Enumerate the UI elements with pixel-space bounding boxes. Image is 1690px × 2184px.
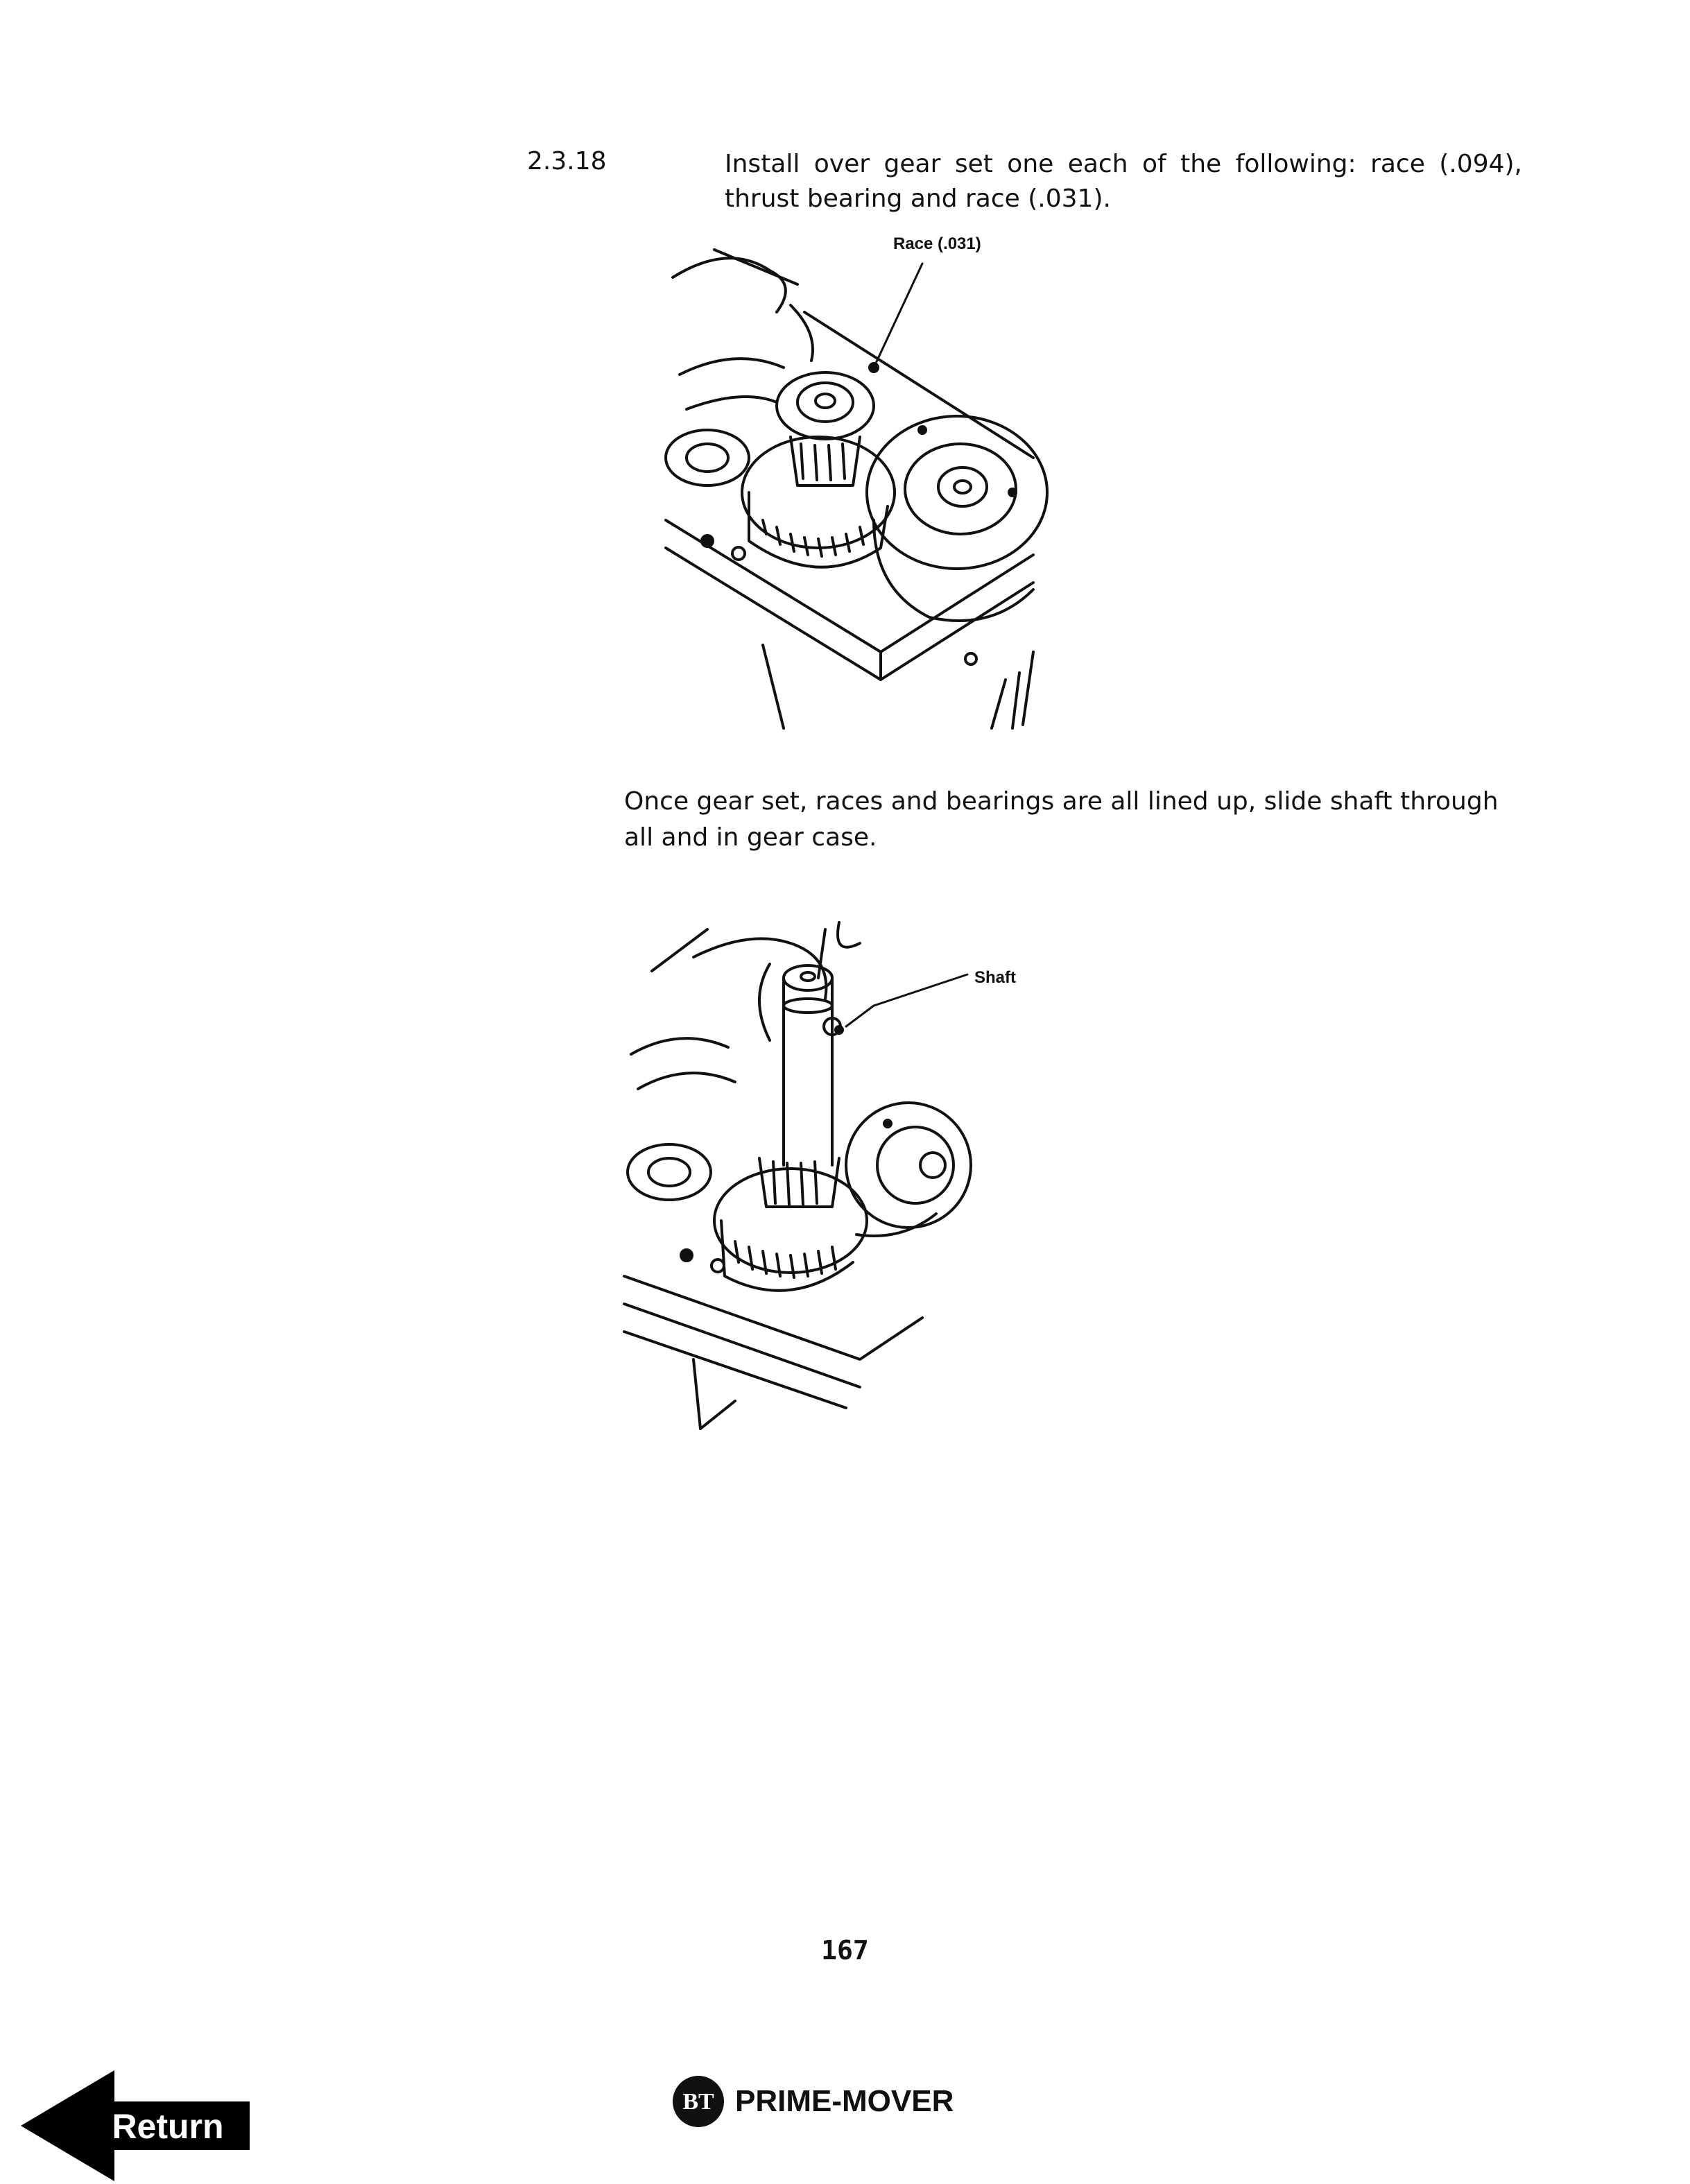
svg-text:BT: BT xyxy=(682,2089,714,2115)
gear-assembly-race-illustration xyxy=(645,229,1061,735)
shaft-callout-label: Shaft xyxy=(974,968,1016,987)
gear-assembly-shaft-illustration xyxy=(610,915,1040,1443)
race-callout-label: Race (.031) xyxy=(893,234,981,253)
step-number: 2.3.18 xyxy=(527,147,607,175)
instruction-paragraph: Once gear set, races and bearings are all lined up, slide shaft through all and in gear case. xyxy=(624,787,1499,852)
return-label: Return xyxy=(112,2107,224,2146)
bt-logo-icon xyxy=(671,2074,725,2129)
brand-name: PRIME-MOVER xyxy=(735,2084,954,2118)
shaft-insertion-figure xyxy=(610,915,1040,1443)
page-number: 167 xyxy=(821,1935,869,1966)
step-instruction: Install over gear set one each of the following: race (.094), thrust bearing and race (.031). xyxy=(725,150,1522,213)
return-button[interactable] xyxy=(21,2070,257,2181)
race-installation-figure xyxy=(645,229,1061,735)
brand-footer xyxy=(671,2074,954,2129)
